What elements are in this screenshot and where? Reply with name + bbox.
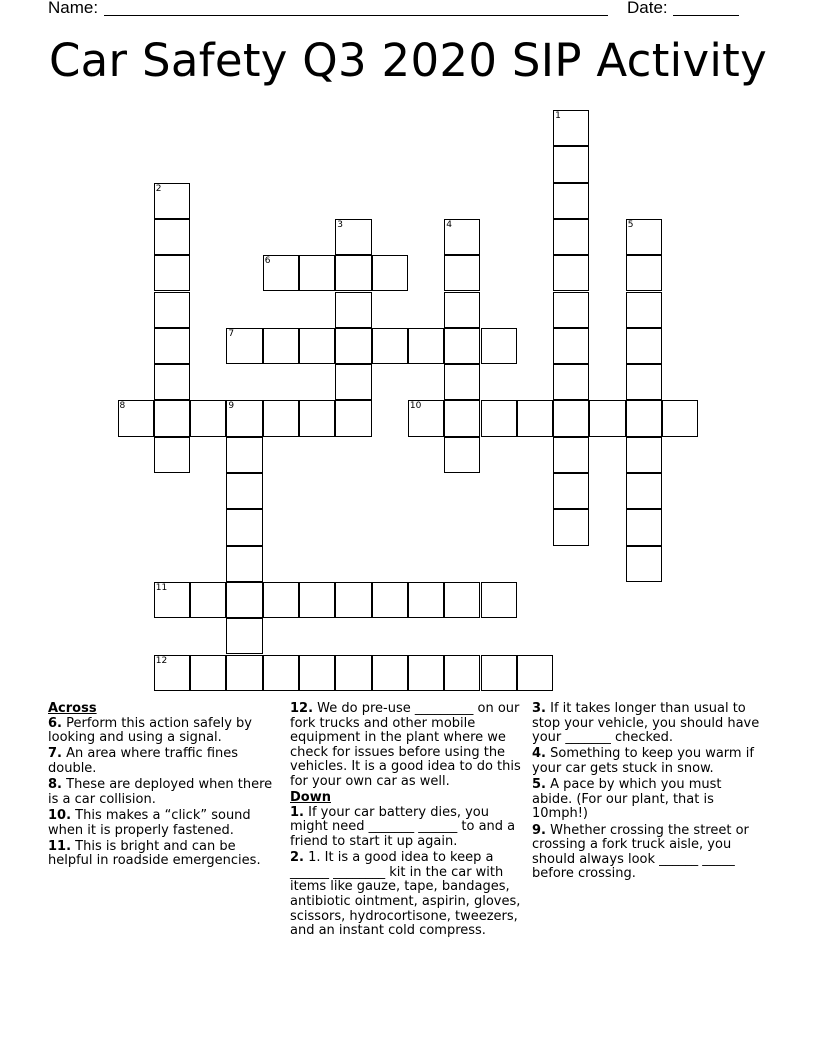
crossword-cell[interactable] <box>553 146 589 182</box>
crossword-cell[interactable] <box>226 328 262 364</box>
crossword-cell[interactable] <box>444 292 480 328</box>
crossword-cell[interactable] <box>626 328 662 364</box>
crossword-cell[interactable] <box>372 655 408 691</box>
clue-number: 6 <box>264 256 271 267</box>
crossword-cell[interactable] <box>154 219 190 255</box>
crossword-cell[interactable] <box>589 400 625 436</box>
crossword-cell[interactable] <box>408 328 444 364</box>
clue-down-9: 9. Whether crossing the street or crossing a fork truck aisle, you should always look ______ _____ before crossing. <box>532 822 749 882</box>
crossword-cell[interactable] <box>553 328 589 364</box>
crossword-cell[interactable] <box>626 255 662 291</box>
crossword-cell[interactable] <box>154 655 190 691</box>
crossword-cell[interactable] <box>553 364 589 400</box>
crossword-cell[interactable] <box>226 655 262 691</box>
clue-column-2 <box>290 702 522 940</box>
clue-across-7: 7. An area where traffic fines double. <box>48 746 239 776</box>
crossword-cell[interactable] <box>372 255 408 291</box>
crossword-cell[interactable] <box>335 582 371 618</box>
crossword-cell[interactable] <box>481 328 517 364</box>
crossword-cell[interactable] <box>626 400 662 436</box>
crossword-cell[interactable] <box>263 655 299 691</box>
clue-number: 1 <box>555 111 561 121</box>
crossword-cell[interactable] <box>481 655 517 691</box>
name-label: Name: <box>48 0 99 17</box>
crossword-cell[interactable] <box>226 582 262 618</box>
crossword-cell[interactable] <box>335 255 371 291</box>
crossword-cell[interactable] <box>190 582 226 618</box>
crossword-cell[interactable] <box>299 255 335 291</box>
clue-number: 5 <box>627 219 634 230</box>
crossword-cell[interactable] <box>553 400 589 436</box>
crossword-cell[interactable] <box>154 328 190 364</box>
clue-down-5: 5. A pace by which you must abide. (For our plant, that is 10mph!) <box>532 777 722 822</box>
crossword-cell[interactable] <box>444 437 480 473</box>
crossword-cell[interactable] <box>335 655 371 691</box>
clue-across-12: 12. We do pre-use _________ on our fork trucks and other mobile equipment in the plant where we check for issues before using the vehicles. It is a good idea to do this for your own car as well. <box>290 701 521 789</box>
crossword-cell[interactable] <box>190 400 226 436</box>
crossword-cell[interactable] <box>553 473 589 509</box>
clue-down-4: 4. Something to keep you warm if your car gets stuck in snow. <box>532 746 754 776</box>
crossword-cell[interactable] <box>517 655 553 691</box>
crossword-cell[interactable] <box>154 183 190 219</box>
crossword-cell[interactable] <box>481 582 517 618</box>
crossword-cell[interactable] <box>444 582 480 618</box>
crossword-cell[interactable] <box>626 437 662 473</box>
crossword-cell[interactable] <box>553 219 589 255</box>
crossword-cell[interactable] <box>299 655 335 691</box>
down-heading: Down <box>290 790 331 806</box>
clue-number: 10 <box>409 401 422 412</box>
crossword-cell[interactable] <box>299 400 335 436</box>
clue-number: 8 <box>119 401 126 412</box>
crossword-cell[interactable] <box>553 509 589 545</box>
clue-number: 11 <box>155 582 168 593</box>
crossword-cell[interactable] <box>226 437 262 473</box>
crossword-cell[interactable] <box>263 255 299 291</box>
crossword-cell[interactable] <box>408 400 444 436</box>
crossword-cell[interactable] <box>444 364 480 400</box>
crossword-cell[interactable] <box>626 219 662 255</box>
clue-across-6: 6. Perform this action safely by looking and using a signal. <box>48 715 252 746</box>
crossword-cell[interactable] <box>226 400 262 436</box>
date-label: Date: <box>627 0 668 17</box>
crossword-cell[interactable] <box>154 255 190 291</box>
clue-across-10: 10. This makes a “click” sound when it is properly fastened. <box>48 807 251 838</box>
crossword-cell[interactable] <box>335 292 371 328</box>
crossword-cell[interactable] <box>444 255 480 291</box>
clue-number: 2 <box>155 183 162 194</box>
crossword-cell[interactable] <box>154 292 190 328</box>
crossword-cell[interactable] <box>444 328 480 364</box>
crossword-cell[interactable] <box>335 364 371 400</box>
clue-down-1: 1. If your car battery dies, you might need _______ ______ to and a friend to start it up again. <box>290 804 516 849</box>
crossword-cell[interactable] <box>299 328 335 364</box>
crossword-cell[interactable] <box>335 328 371 364</box>
crossword-cell[interactable] <box>553 183 589 219</box>
crossword-cell[interactable] <box>226 509 262 545</box>
crossword-cell[interactable] <box>481 400 517 436</box>
crossword-cell[interactable] <box>626 473 662 509</box>
clue-down-3: 3. If it takes longer than usual to stop your vehicle, you should have your _______ checked. <box>532 701 760 746</box>
crossword-cell[interactable] <box>553 255 589 291</box>
crossword-cell[interactable] <box>154 582 190 618</box>
crossword-cell[interactable] <box>553 292 589 328</box>
crossword-cell[interactable] <box>626 546 662 582</box>
clue-number: 3 <box>337 219 344 230</box>
crossword-cell[interactable] <box>408 655 444 691</box>
clue-number: 12 <box>155 655 168 666</box>
across-heading: Across <box>48 701 97 716</box>
crossword-cell[interactable] <box>444 400 480 436</box>
crossword-cell[interactable] <box>626 292 662 328</box>
clue-number: 7 <box>228 328 235 339</box>
crossword-cell[interactable] <box>408 582 444 618</box>
clue-column-3 <box>532 702 764 884</box>
crossword-cell[interactable] <box>299 582 335 618</box>
crossword-cell[interactable] <box>372 582 408 618</box>
crossword-cell[interactable] <box>263 582 299 618</box>
crossword-cell[interactable] <box>626 509 662 545</box>
crossword-cell[interactable] <box>154 364 190 400</box>
page-title: Car Safety Q3 2020 SIP Activity <box>48 34 768 87</box>
crossword-cell[interactable] <box>118 400 154 436</box>
clue-column-1 <box>48 702 276 871</box>
crossword-cell[interactable] <box>662 400 698 436</box>
crossword-cell[interactable] <box>553 437 589 473</box>
crossword-cell[interactable] <box>263 328 299 364</box>
crossword-cell[interactable] <box>190 655 226 691</box>
clue-across-8: 8. These are deployed when there is a car collision. <box>48 777 273 807</box>
crossword-cell[interactable] <box>517 400 553 436</box>
crossword-cell[interactable] <box>226 618 262 654</box>
crossword-cell[interactable] <box>444 655 480 691</box>
crossword-cell[interactable] <box>372 328 408 364</box>
crossword-cell[interactable] <box>154 400 190 436</box>
crossword-cell[interactable] <box>263 400 299 436</box>
crossword-cell[interactable] <box>553 110 589 146</box>
clue-number: 9 <box>228 401 235 412</box>
crossword-cell[interactable] <box>626 364 662 400</box>
crossword-cell[interactable] <box>154 437 190 473</box>
clue-across-11: 11. This is bright and can be helpful in roadside emergencies. <box>48 838 261 869</box>
crossword-cell[interactable] <box>335 400 371 436</box>
clue-number: 4 <box>446 219 452 230</box>
crossword-cell[interactable] <box>226 546 262 582</box>
crossword-cell[interactable] <box>335 219 371 255</box>
crossword-cell[interactable] <box>226 473 262 509</box>
crossword-cell[interactable] <box>444 219 480 255</box>
clue-down-2: 2. 1. It is a good idea to keep a ______ ________ kit in the car with items like gauze, tape, bandages, antibiotic ointment, aspirin, gloves, scissors, hydrocortisone, tweezers, and an instant cold compress. <box>290 850 521 939</box>
